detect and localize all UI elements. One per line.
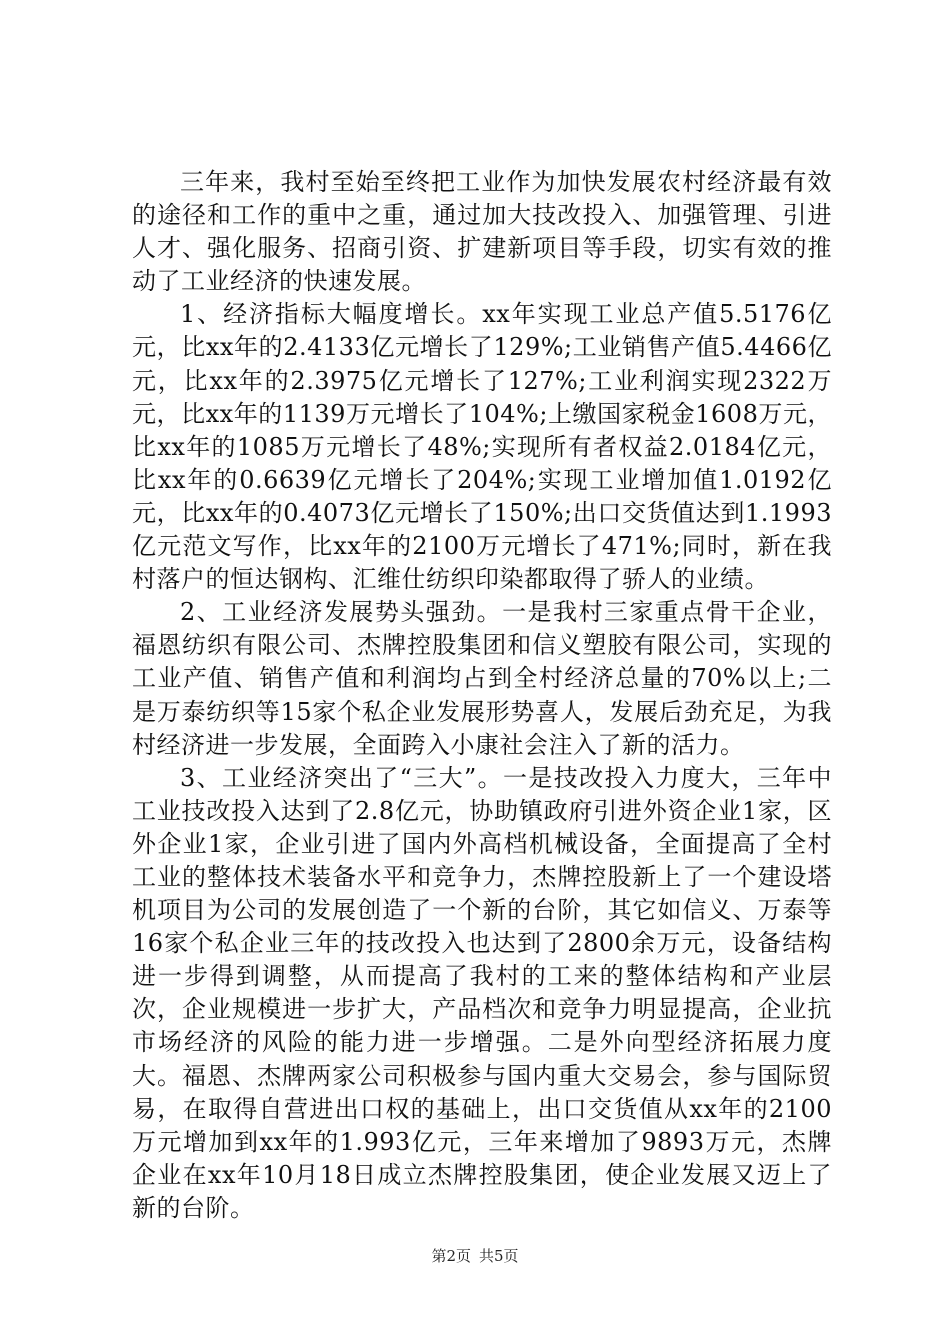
page-number: 第2页	[431, 1247, 471, 1265]
paragraph-economic-indicators: 1、经济指标大幅度增长。xx年实现工业总产值5.5176亿元，比xx年的2.4133亿元增长了129%;工业销售产值5.4466亿元，比xx年的2.3975亿元增长了127%;工业利润实现2322万元，比xx年的1139万元增长了104%;上缴国家税金1608万元，比xx年的1085万元增长了48%;实现所有者权益2.0184亿元，比xx年的0.6639亿元增长了204%;实现工业增加值1.0192亿元，比xx年的0.4073亿元增长了150%;出口交货值达到1.1993亿元范文写作，比xx年的2100万元增长了471%;同时，新在我村落户的恒达钢构、汇维仕纺织印染都取得了骄人的业绩。	[132, 300, 832, 594]
paragraph-three-highlights: 3、工业经济突出了“三大”。一是技改投入力度大，三年中工业技改投入达到了2.8亿元，协助镇政府引进外资企业1家，区外企业1家，企业引进了国内外高档机械设备，全面提高了全村工业的整体技术装备水平和竞争力，杰牌控股新上了一个建设塔机项目为公司的发展创造了一个新的台阶，其它如信义、万泰等16家个私企业三年的技改投入也达到了2800余万元，设备结构进一步得到调整，从而提高了我村的工来的整体结构和产业层次，企业规模进一步扩大，产品档次和竞争力明显提高，企业抗市场经济的风险的能力进一步增强。二是外向型经济拓展力度大。福恩、杰牌两家公司积极参与国内重大交易会，参与国际贸易，在取得自营进出口权的基础上，出口交货值从xx年的2100万元增加到xx年的1.993亿元，三年来增加了9893万元，杰牌企业在xx年10月18日成立杰牌控股集团，使企业发展又迈上了新的台阶。	[132, 763, 832, 1222]
page-footer	[0, 1247, 950, 1265]
page-total: 共5页	[479, 1247, 519, 1265]
paragraph-development-momentum: 2、工业经济发展势头强劲。一是我村三家重点骨干企业，福恩纺织有限公司、杰牌控股集团和信义塑胶有限公司，实现的工业产值、销售产值和利润均占到全村经济总量的70%以上;二是万泰纺织等15家个私企业发展形势喜人，发展后劲充足，为我村经济进一步发展，全面跨入小康社会注入了新的活力。	[132, 598, 832, 759]
paragraph-intro: 三年来，我村至始至终把工业作为加快发展农村经济最有效的途径和工作的重中之重，通过加大技改投入、加强管理、引进人才、强化服务、招商引资、扩建新项目等手段，切实有效的推动了工业经济的快速发展。	[132, 168, 832, 296]
document-body	[132, 166, 832, 1225]
